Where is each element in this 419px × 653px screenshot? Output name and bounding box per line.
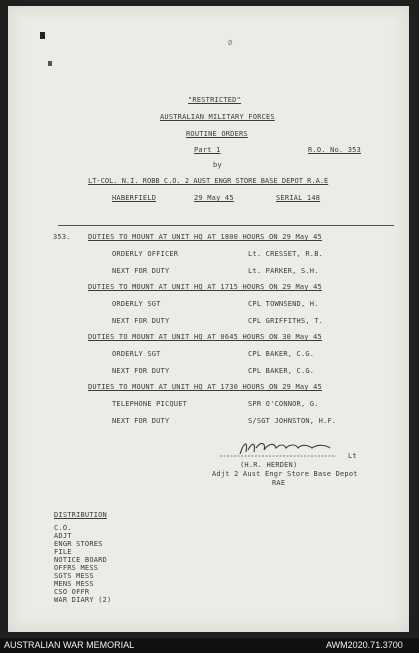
duty-label: ORDERLY SGT bbox=[112, 350, 161, 358]
distribution-item: NOTICE BOARD bbox=[54, 556, 107, 564]
punch-hole-mid bbox=[48, 61, 52, 66]
archive-footer bbox=[0, 638, 419, 653]
distribution-item: WAR DIARY (2) bbox=[54, 596, 112, 604]
duty-person: CPL TOWNSEND, H. bbox=[248, 300, 319, 308]
order-number: 353. bbox=[53, 233, 71, 241]
distribution-item: CSO OFFR bbox=[54, 588, 90, 596]
signatory-unit: RAE bbox=[272, 479, 286, 487]
document-page bbox=[8, 6, 409, 632]
header-divider bbox=[58, 225, 394, 226]
punch-hole-top bbox=[40, 32, 45, 39]
serial: SERIAL 148 bbox=[276, 194, 321, 202]
section-heading: DUTIES TO MOUNT AT UNIT HQ AT 1800 HOURS ON 29 May 45 bbox=[88, 233, 322, 241]
distribution-item: OFFRS MESS bbox=[54, 564, 99, 572]
duty-person: CPL GRIFFITHS, T. bbox=[248, 317, 324, 325]
ro-number: R.O. No. 353 bbox=[308, 146, 361, 154]
duty-label: NEXT FOR DUTY bbox=[112, 367, 170, 375]
distribution-heading: DISTRIBUTION bbox=[54, 511, 107, 519]
section-heading: DUTIES TO MOUNT AT UNIT HQ AT 1730 HOURS ON 29 May 45 bbox=[88, 383, 322, 391]
duty-person: CPL BAKER, C.G. bbox=[248, 367, 315, 375]
duty-label: ORDERLY OFFICER bbox=[112, 250, 179, 258]
top-mark: Ø bbox=[228, 39, 233, 47]
distribution-item: C.O. bbox=[54, 524, 72, 532]
distribution-item: SGTS MESS bbox=[54, 572, 94, 580]
duty-person: S/SGT JOHNSTON, H.F. bbox=[248, 417, 337, 425]
handwritten-signature bbox=[218, 436, 358, 460]
document-title: ROUTINE ORDERS bbox=[186, 130, 248, 138]
issuer: LT-COL. N.I. ROBB C.O. 2 AUST ENGR STORE BASE DEPOT R.A.E bbox=[88, 177, 329, 185]
distribution-item: ADJT bbox=[54, 532, 72, 540]
duty-person: SPR O'CONNOR, G. bbox=[248, 400, 319, 408]
classification: "RESTRICTED" bbox=[188, 96, 241, 104]
signatory-name: (H.R. HERDEN) bbox=[240, 461, 298, 469]
by-label: by bbox=[213, 161, 222, 169]
distribution-item: ENGR STORES bbox=[54, 540, 103, 548]
duty-label: NEXT FOR DUTY bbox=[112, 267, 170, 275]
part-number: Part 1 bbox=[194, 146, 221, 154]
signatory-title: Adjt 2 Aust Engr Store Base Depot bbox=[212, 470, 358, 478]
section-heading: DUTIES TO MOUNT AT UNIT HQ AT 1715 HOURS ON 29 May 45 bbox=[88, 283, 322, 291]
place: HABERFIELD bbox=[112, 194, 157, 202]
distribution-item: MENS MESS bbox=[54, 580, 94, 588]
duty-label: ORDERLY SGT bbox=[112, 300, 161, 308]
date: 29 May 45 bbox=[194, 194, 234, 202]
duty-label: NEXT FOR DUTY bbox=[112, 317, 170, 325]
force-name: AUSTRALIAN MILITARY FORCES bbox=[160, 113, 275, 121]
archive-name: AUSTRALIAN WAR MEMORIAL bbox=[4, 640, 135, 650]
section-heading: DUTIES TO MOUNT AT UNIT HQ AT 0645 HOURS ON 30 May 45 bbox=[88, 333, 322, 341]
duty-person: Lt. PARKER, S.H. bbox=[248, 267, 319, 275]
duty-person: CPL BAKER, C.G. bbox=[248, 350, 315, 358]
distribution-item: FILE bbox=[54, 548, 72, 556]
signature-rank: Lt bbox=[348, 452, 357, 460]
duty-label: TELEPHONE PICQUET bbox=[112, 400, 188, 408]
archive-reference: AWM2020.71.3700 bbox=[326, 640, 403, 650]
duty-label: NEXT FOR DUTY bbox=[112, 417, 170, 425]
duty-person: Lt. CRESSET, R.B. bbox=[248, 250, 324, 258]
